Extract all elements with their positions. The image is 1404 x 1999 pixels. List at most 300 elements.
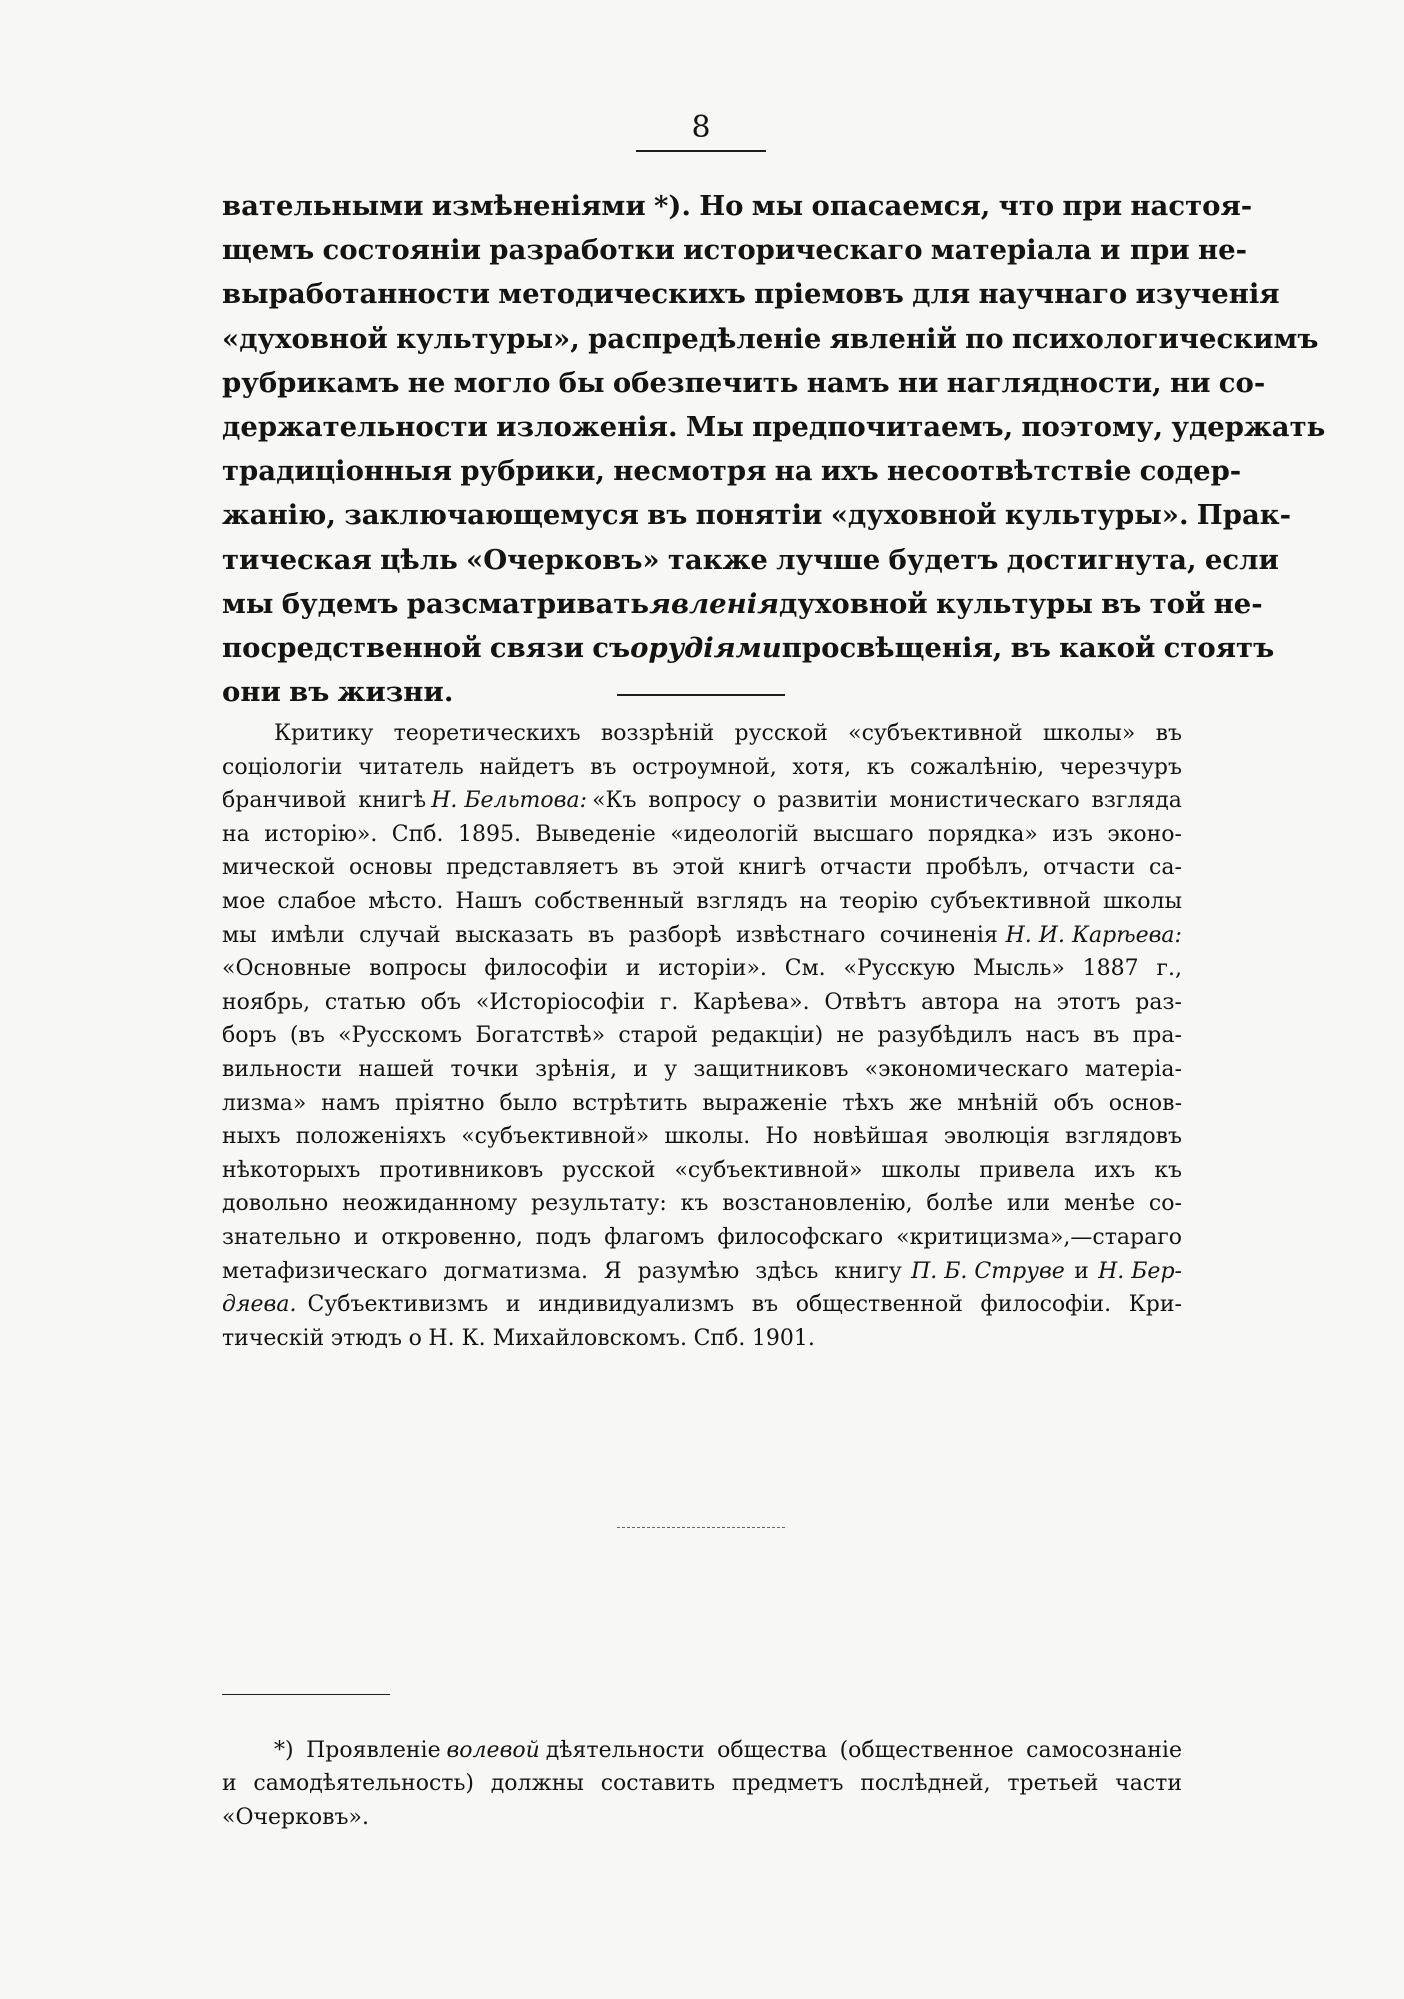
note-line-5 xyxy=(222,851,1182,885)
word: культуры». xyxy=(1004,499,1189,532)
word: взглядовъ xyxy=(1065,1124,1182,1150)
word: противниковъ xyxy=(379,1157,544,1183)
word: школы xyxy=(1103,888,1182,914)
note-line-10 xyxy=(222,1019,1182,1053)
word: разработки xyxy=(489,234,675,267)
ornamental-divider xyxy=(617,1527,785,1528)
word: *). xyxy=(653,190,691,222)
word: Но xyxy=(699,190,744,222)
word: См. xyxy=(784,956,826,982)
word: разсматривать xyxy=(406,587,650,620)
word: откровенно, xyxy=(381,1224,523,1250)
word: русской xyxy=(734,721,828,746)
word: Но xyxy=(765,1124,798,1150)
word: Мысль» xyxy=(973,956,1065,982)
word: высшаго xyxy=(813,821,914,847)
note-line-13 xyxy=(222,1120,1182,1154)
note-paragraph xyxy=(222,717,1182,1355)
word: «экономическаго xyxy=(864,1056,1069,1082)
note-line-1 xyxy=(222,717,1182,751)
word: не- xyxy=(1213,587,1263,620)
word: рубрикамъ xyxy=(222,366,400,399)
word: результату: xyxy=(531,1191,667,1217)
word: взгляда xyxy=(1091,788,1182,814)
word: Н. К. Михайловскомъ. xyxy=(428,1325,687,1351)
note-line-19 xyxy=(222,1322,1182,1356)
word: «идеологій xyxy=(670,821,799,847)
word: субъективной xyxy=(929,888,1092,914)
word: ноябрь, xyxy=(222,989,311,1015)
word: Н. И. Карѣева: xyxy=(1005,922,1182,948)
word: философіи. xyxy=(980,1292,1112,1318)
word: тическая xyxy=(222,543,372,576)
word: Карѣева». xyxy=(693,989,810,1015)
word: третьей xyxy=(1007,1771,1099,1797)
word: въ xyxy=(647,499,688,532)
word: воззрѣній xyxy=(600,721,715,746)
word: Спб. xyxy=(391,821,444,847)
word: нашей xyxy=(358,1056,435,1082)
note-line-8 xyxy=(222,952,1182,986)
word: распредѣленіе xyxy=(588,322,822,355)
word: явленія xyxy=(649,587,780,620)
word: «субъективной xyxy=(848,721,1023,746)
word: пріятно xyxy=(394,1090,485,1116)
footnote-line-2 xyxy=(222,1767,1182,1800)
word: исторію». xyxy=(264,821,378,847)
word: остроумной, xyxy=(632,754,777,780)
word: защитниковъ xyxy=(693,1056,849,1082)
word: менѣе xyxy=(1064,1191,1136,1217)
word: ни xyxy=(897,366,939,399)
main-line-4 xyxy=(222,317,1319,361)
word: «Къ xyxy=(592,788,637,814)
word: Богатствѣ» xyxy=(475,1023,606,1049)
word: со- xyxy=(1148,1191,1182,1217)
word: они xyxy=(222,676,281,709)
word: Субъективизмъ xyxy=(307,1292,489,1318)
word: культуры», xyxy=(396,322,580,355)
word: найдетъ xyxy=(479,754,575,780)
word: 1901. xyxy=(751,1325,815,1351)
note-line-6 xyxy=(222,885,1182,919)
word: цѣль xyxy=(380,543,458,576)
word: вательными xyxy=(222,190,424,222)
main-line-2 xyxy=(222,228,1248,272)
word: разубѣдилъ xyxy=(877,1023,1013,1049)
word: историческаго xyxy=(683,234,923,267)
word: къ xyxy=(1154,1157,1182,1183)
word: будетъ xyxy=(888,543,999,576)
word: школы. xyxy=(664,1124,751,1150)
word: ихъ xyxy=(820,455,879,488)
word: пра- xyxy=(1132,1023,1182,1049)
word: случай xyxy=(359,922,441,948)
word: г. xyxy=(659,989,679,1015)
word: ни xyxy=(1169,366,1211,399)
word: «Исторіософіи xyxy=(475,989,646,1015)
word: если xyxy=(1204,543,1279,576)
word: 1895. xyxy=(457,821,521,847)
note-line-4 xyxy=(222,818,1182,852)
word: о xyxy=(408,1325,422,1351)
word: наглядности, xyxy=(946,366,1162,399)
word: было xyxy=(499,1090,558,1116)
word: волевой xyxy=(446,1738,540,1763)
word: статью xyxy=(324,989,406,1015)
word: и xyxy=(505,1292,521,1318)
word: несмотря xyxy=(613,455,767,488)
word: духовной xyxy=(779,587,928,620)
word: состояніи xyxy=(322,234,482,267)
word: измѣненіями xyxy=(431,190,646,222)
word: книгу xyxy=(834,1258,902,1284)
word: философіи xyxy=(484,956,608,982)
word: Прак- xyxy=(1196,499,1292,532)
word: боръ xyxy=(222,1023,277,1049)
footnote xyxy=(222,1734,1182,1834)
word: Проявленіе xyxy=(306,1738,441,1763)
word: школы xyxy=(881,1157,961,1183)
word: и xyxy=(633,1056,648,1082)
word: и при xyxy=(1099,234,1190,267)
word: знательно xyxy=(222,1224,341,1250)
word: зрѣнія, xyxy=(535,1056,617,1082)
word: держательности xyxy=(222,411,488,444)
word: и xyxy=(625,956,641,982)
word: традиціонныя xyxy=(222,455,453,488)
word: части xyxy=(1115,1771,1182,1797)
word: основы xyxy=(349,855,433,881)
note-line-3 xyxy=(222,784,1182,818)
word: несоотвѣтствіе xyxy=(886,455,1132,488)
word: болѣе xyxy=(926,1191,994,1217)
word: мы xyxy=(751,190,804,222)
main-line-9 xyxy=(222,538,1279,582)
word: и xyxy=(1074,1258,1089,1284)
word: старой xyxy=(618,1023,699,1049)
word: разборѣ xyxy=(628,922,722,948)
word: читатель xyxy=(358,754,464,780)
word: эконо- xyxy=(1107,821,1182,847)
word: психологическимъ xyxy=(1011,322,1319,355)
word: предметъ xyxy=(731,1771,844,1797)
word: имѣли xyxy=(271,922,345,948)
footnote-line-1 xyxy=(222,1734,1182,1767)
word: отчасти xyxy=(1043,855,1136,881)
word: са- xyxy=(1149,855,1182,881)
word: довольно xyxy=(222,1191,329,1217)
note-line-11 xyxy=(222,1053,1182,1087)
word: г., xyxy=(1156,956,1182,982)
word: мѣсто. xyxy=(368,888,444,914)
word: въ xyxy=(1101,587,1142,620)
word: той xyxy=(1149,587,1206,620)
note-line-18 xyxy=(222,1288,1182,1322)
note-line-15 xyxy=(222,1187,1182,1221)
word: жанію, xyxy=(222,499,336,532)
word: выработанности xyxy=(222,278,491,311)
word: «Основные xyxy=(222,956,352,982)
page-number: 8 xyxy=(691,110,711,145)
word: извѣстнаго xyxy=(736,922,866,948)
word: какой xyxy=(1059,632,1156,665)
main-line-8 xyxy=(222,493,1292,537)
word: содер- xyxy=(1139,455,1242,488)
word: бранчивой xyxy=(222,788,347,814)
word: должны xyxy=(490,1771,584,1797)
word: въ xyxy=(751,1292,779,1318)
word: намъ xyxy=(321,1090,381,1116)
word: теоретическихъ xyxy=(393,721,581,746)
word: матеріа- xyxy=(1084,1056,1182,1082)
word: индивидуализмъ xyxy=(538,1292,735,1318)
word: изложенія. xyxy=(496,411,678,444)
word: «критицизма»,—стараго xyxy=(896,1224,1182,1250)
word: привела xyxy=(979,1157,1076,1183)
word: слабое xyxy=(277,888,357,914)
word: «субъективной» xyxy=(674,1157,863,1183)
word: соціологіи xyxy=(222,754,343,780)
word: выраженіе xyxy=(702,1090,828,1116)
word: вильности xyxy=(222,1056,343,1082)
main-line-1 xyxy=(222,184,1253,228)
word: объ xyxy=(1053,1090,1094,1116)
word: метафизическаго xyxy=(222,1258,428,1284)
word: заключающемуся xyxy=(344,499,639,532)
word: могло xyxy=(453,366,551,399)
word: составить xyxy=(600,1771,716,1797)
word: на xyxy=(799,888,828,914)
word: возстановленію, xyxy=(722,1191,913,1217)
word: предпочитаемъ, xyxy=(752,411,1014,444)
word: лизма» xyxy=(222,1090,307,1116)
note-line-7 xyxy=(222,919,1182,953)
word: раз- xyxy=(1135,989,1182,1015)
word: точки xyxy=(450,1056,519,1082)
note-line-16 xyxy=(222,1221,1182,1255)
word: пріемовъ xyxy=(754,278,904,311)
word: просвѣщенія, xyxy=(781,632,1003,665)
word: отчасти xyxy=(819,855,913,881)
word: также xyxy=(667,543,768,576)
word: культуры xyxy=(935,587,1093,620)
word: философскаго xyxy=(717,1224,884,1250)
word: настоя- xyxy=(1130,190,1253,222)
word: «духовной xyxy=(222,322,388,355)
word: «Очерковъ». xyxy=(222,1804,369,1830)
page-number-underline xyxy=(636,150,766,152)
word: Спб. xyxy=(693,1325,746,1351)
word: изученія xyxy=(1135,278,1280,311)
word: въ xyxy=(1092,1023,1120,1049)
word: вопросы xyxy=(369,956,467,982)
word: *) xyxy=(274,1738,294,1763)
word: встрѣтить xyxy=(572,1090,688,1116)
note-line-9 xyxy=(222,986,1182,1020)
word: послѣдней, xyxy=(860,1771,991,1797)
word: хотя, xyxy=(792,754,852,780)
word: не xyxy=(836,1023,865,1049)
word: къ xyxy=(866,754,895,780)
word: объ xyxy=(420,989,462,1015)
word: книгѣ xyxy=(358,788,427,814)
word: дяева. xyxy=(222,1292,297,1318)
word: П. Б. Струве xyxy=(911,1258,1065,1284)
word: рубрики, xyxy=(460,455,605,488)
word: не- xyxy=(1197,234,1248,267)
word: флагомъ xyxy=(604,1224,705,1250)
word: пробѣлъ, xyxy=(925,855,1030,881)
word: 1887 xyxy=(1082,956,1139,982)
word: этотъ xyxy=(1056,989,1121,1015)
word: представляетъ xyxy=(446,855,619,881)
word: въ xyxy=(1155,721,1182,746)
word: мической xyxy=(222,855,336,881)
word: удержать xyxy=(1171,411,1326,444)
word: Н. Бельтова: xyxy=(431,788,587,814)
word: Нашъ xyxy=(455,888,523,914)
word: съ xyxy=(592,632,631,665)
main-line-5 xyxy=(222,361,1266,405)
word: ныхъ xyxy=(222,1124,281,1150)
word: тѣхъ xyxy=(842,1090,895,1116)
note-line-12 xyxy=(222,1087,1182,1121)
word: явленій xyxy=(829,322,957,355)
word: общественной xyxy=(795,1292,963,1318)
word: въ xyxy=(590,754,617,780)
main-line-11 xyxy=(222,626,1275,670)
word: въ xyxy=(632,855,659,881)
word: не xyxy=(407,366,446,399)
word: изъ xyxy=(1052,821,1093,847)
word: русской xyxy=(562,1157,656,1183)
word: о xyxy=(752,788,766,814)
word: неожиданному xyxy=(342,1191,518,1217)
word: достигнута, xyxy=(1006,543,1197,576)
word: высказать xyxy=(455,922,574,948)
word: подъ xyxy=(535,1224,592,1250)
word: догматизма. xyxy=(443,1258,589,1284)
word: и xyxy=(222,1771,237,1797)
word: что xyxy=(998,190,1055,222)
word: Мы xyxy=(685,411,744,444)
word: «субъективной» xyxy=(461,1124,650,1150)
word: же xyxy=(909,1090,943,1116)
word: новѣйшая xyxy=(812,1124,929,1150)
word: и xyxy=(353,1224,369,1250)
word: этой xyxy=(672,855,725,881)
word: сочиненія xyxy=(879,922,998,948)
word: Отвѣтъ xyxy=(824,989,907,1015)
word: научнаго xyxy=(978,278,1128,311)
word: у xyxy=(664,1056,678,1082)
word: посредственной xyxy=(222,632,482,665)
word: ихъ xyxy=(1094,1157,1136,1183)
word: разумѣю xyxy=(637,1258,740,1284)
word: самодѣятельность) xyxy=(253,1771,475,1797)
word: дѣятельности xyxy=(545,1738,705,1763)
word: порядка» xyxy=(928,821,1038,847)
word: мы xyxy=(222,922,257,948)
word: автора xyxy=(921,989,1000,1015)
word: основ- xyxy=(1108,1090,1182,1116)
note-line-17 xyxy=(222,1255,1182,1289)
word: школы» xyxy=(1042,721,1136,746)
word: или xyxy=(1006,1191,1051,1217)
footnote-separator xyxy=(222,1694,390,1695)
word: будемъ xyxy=(281,587,399,620)
word: тическій xyxy=(222,1325,325,1351)
word: Выведеніе xyxy=(535,821,656,847)
word: для xyxy=(912,278,971,311)
word: связи xyxy=(489,632,585,665)
word: мое xyxy=(222,888,266,914)
word: собственный xyxy=(534,888,685,914)
word: въ xyxy=(289,676,330,709)
word: къ xyxy=(680,1191,709,1217)
note-line-14 xyxy=(222,1154,1182,1188)
word: въ xyxy=(587,922,615,948)
word: орудіями xyxy=(630,632,782,665)
word: опасаемся, xyxy=(811,190,991,222)
word: положеніяхъ xyxy=(295,1124,447,1150)
word: взглядъ xyxy=(696,888,788,914)
word: Н. Бер- xyxy=(1098,1258,1182,1284)
word: на xyxy=(222,821,250,847)
main-line-10 xyxy=(222,582,1263,626)
word: мы xyxy=(222,587,274,620)
word: обезпечить xyxy=(612,366,799,399)
word: на xyxy=(1014,989,1042,1015)
word: «духовной xyxy=(830,499,997,532)
word: общества xyxy=(717,1738,828,1763)
word: насъ xyxy=(1025,1023,1080,1049)
word: поэтому, xyxy=(1021,411,1164,444)
word: книгѣ xyxy=(738,855,807,881)
word: на xyxy=(774,455,813,488)
word: въ xyxy=(1010,632,1051,665)
word: методическихъ xyxy=(498,278,746,311)
word: монистическаго xyxy=(889,788,1080,814)
word: вопросу xyxy=(648,788,742,814)
word: черезчуръ xyxy=(1059,754,1182,780)
word: самосознаніе xyxy=(1026,1738,1182,1763)
word: развитіи xyxy=(777,788,878,814)
word: Я xyxy=(603,1258,622,1284)
word: «Русскомъ xyxy=(338,1023,463,1049)
word: бы xyxy=(558,366,605,399)
note-line-2 xyxy=(222,751,1182,785)
word: теорію xyxy=(839,888,919,914)
word: лучше xyxy=(776,543,881,576)
main-line-12 xyxy=(222,670,1182,714)
word: редакціи) xyxy=(711,1023,824,1049)
word: Кри- xyxy=(1128,1292,1182,1318)
word: «Русскую xyxy=(843,956,956,982)
main-line-6 xyxy=(222,405,1326,449)
word: сожалѣнію, xyxy=(910,754,1045,780)
word: при xyxy=(1062,190,1123,222)
word: здѣсь xyxy=(755,1258,819,1284)
word: понятіи xyxy=(695,499,823,532)
word: намъ xyxy=(806,366,890,399)
word: (общественное xyxy=(839,1738,1014,1763)
main-paragraph xyxy=(222,184,1326,714)
word: этюдъ xyxy=(330,1325,402,1351)
word: «Очерковъ» xyxy=(466,543,660,576)
main-line-3 xyxy=(222,272,1280,316)
